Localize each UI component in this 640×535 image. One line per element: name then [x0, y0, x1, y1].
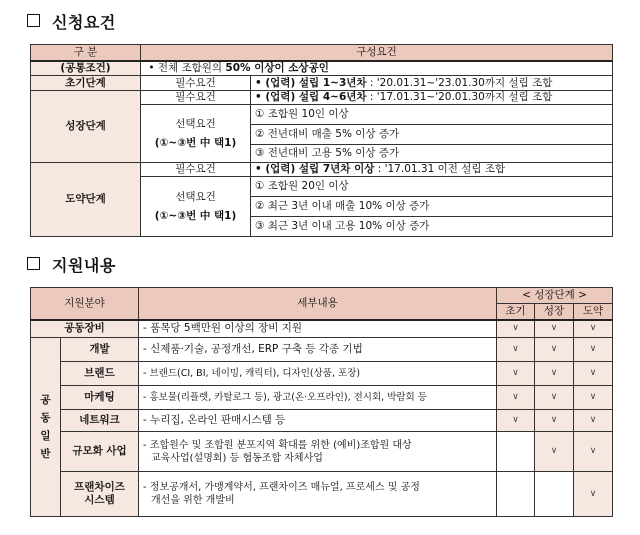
check-mark: ∨: [574, 386, 613, 410]
growth-optional-title: 선택요건: [175, 117, 216, 130]
row-detail-scale: [139, 432, 497, 472]
equipment-label: 공동장비: [31, 320, 139, 338]
header-field: 지원분야: [31, 288, 139, 320]
growth-item-1: ① 조합원 10인 이상: [251, 105, 613, 125]
header-requirements: 구성요건: [141, 45, 613, 61]
leap-item-3: ③ 최근 3년 이내 고용 10% 이상 증가: [251, 217, 613, 237]
section-title-text: 신청요건: [52, 13, 116, 32]
row-label-franchise: [61, 472, 139, 517]
leap-required-text: [251, 163, 613, 177]
checkbox-square-icon: [27, 14, 40, 27]
check-mark: ∨: [574, 410, 613, 432]
header-detail: 세부내용: [139, 288, 497, 320]
check-mark: ∨: [574, 472, 613, 517]
row-label-network: 네트워크: [61, 410, 139, 432]
row-detail-scale-line2: 교육사업(설명회) 등 협동조합 자체사업: [151, 452, 323, 464]
early-required-text: [251, 76, 613, 91]
growth-bold: • (업력) 설립 4~6년차: [255, 91, 367, 103]
growth-item-3: ③ 전년대비 고용 5% 이상 증가: [251, 145, 613, 163]
row-label-franchise-line2: 시스템: [84, 494, 115, 506]
check-mark: ∨: [535, 362, 574, 386]
row-detail-marketing: - 홍보물(리플렛, 카탈로그 등), 광고(온·오프라인), 전시회, 박람회 등: [139, 386, 497, 410]
growth-required-label: 필수요건: [141, 91, 251, 105]
section-title-support: [27, 253, 116, 276]
section-title-requirements: [27, 10, 116, 33]
header-leap: 도약: [574, 304, 613, 320]
check-mark: ∨: [535, 338, 574, 362]
leap-optional-title: 선택요건: [175, 190, 216, 203]
row-detail-franchise: [139, 472, 497, 517]
row-detail-franchise-line1: - 정보공개서, 가맹계약서, 프랜차이즈 매뉴얼, 프로세스 및 공정: [143, 482, 420, 493]
row-detail-development: - 신제품·기술, 공정개선, ERP 구축 등 각종 기법: [139, 338, 497, 362]
check-mark: ∨: [574, 320, 613, 338]
row-detail-scale-line1: - 조합원수 및 조합원 분포지역 확대를 위한 (예비)조합원 대상: [143, 439, 412, 451]
vertical-char: 동: [40, 412, 51, 424]
early-stage-label: 초기단계: [31, 76, 141, 91]
vertical-char: 일: [40, 430, 51, 442]
empty-cell: [497, 432, 535, 472]
header-category: 구 분: [31, 45, 141, 61]
check-mark: ∨: [535, 386, 574, 410]
row-label-scale: 규모화 사업: [61, 432, 139, 472]
requirements-table: [30, 44, 613, 237]
growth-optional-label: [141, 105, 251, 163]
vertical-char: 반: [40, 448, 51, 460]
growth-rest: : '17.01.31~'20.01.30까지 설립 조합: [366, 91, 553, 103]
early-rest: : '20.01.31~'23.01.30까지 설립 조합: [366, 76, 553, 89]
check-mark: ∨: [535, 320, 574, 338]
empty-cell: [497, 472, 535, 517]
row-label-development: 개발: [61, 338, 139, 362]
growth-required-text: [251, 91, 613, 105]
common-text-bold: 50% 이상이 소상공인: [225, 61, 329, 74]
row-label-franchise-line1: 프랜차이즈: [74, 481, 125, 493]
leap-stage-label: 도약단계: [31, 163, 141, 237]
common-text-pre: • 전체 조합원의: [148, 61, 226, 74]
leap-item-1: ① 조합원 20인 이상: [251, 177, 613, 197]
empty-cell: [535, 472, 574, 517]
vertical-char: 공: [40, 394, 51, 406]
equipment-detail: - 품목당 5백만원 이상의 장비 지원: [139, 320, 497, 338]
common-label: (공통조건): [31, 61, 141, 76]
growth-optional-note: (①~③번 中 택1): [154, 136, 237, 149]
check-mark: ∨: [574, 432, 613, 472]
leap-bold: • (업력) 설립 7년차 이상: [255, 163, 375, 175]
row-detail-network: - 누리집, 온라인 판매시스템 등: [139, 410, 497, 432]
check-mark: ∨: [574, 338, 613, 362]
leap-item-2: ② 최근 3년 이내 매출 10% 이상 증가: [251, 197, 613, 217]
check-mark: ∨: [535, 410, 574, 432]
check-mark: ∨: [497, 320, 535, 338]
row-label-brand: 브랜드: [61, 362, 139, 386]
header-growth: 성장: [535, 304, 574, 320]
leap-optional-label: [141, 177, 251, 237]
support-table: [30, 287, 613, 517]
check-mark: ∨: [497, 338, 535, 362]
leap-required-label: 필수요건: [141, 163, 251, 177]
leap-rest: : '17.01.31 이전 설립 조합: [374, 163, 506, 175]
section-title-text: 지원내용: [52, 256, 116, 275]
header-stage: < 성장단계 >: [497, 288, 613, 304]
common-text: [141, 61, 613, 76]
check-mark: ∨: [574, 362, 613, 386]
check-mark: ∨: [535, 432, 574, 472]
growth-stage-label: 성장단계: [31, 91, 141, 163]
growth-item-2: ② 전년대비 매출 5% 이상 증가: [251, 125, 613, 145]
leap-optional-note: (①~③번 中 택1): [154, 209, 237, 222]
common-general-label: [31, 338, 61, 517]
early-bold: • (업력) 설립 1~3년차: [255, 76, 367, 89]
check-mark: ∨: [497, 362, 535, 386]
row-detail-brand: - 브랜드(CI, BI, 네이밍, 캐릭터), 디자인(상품, 포장): [139, 362, 497, 386]
row-detail-franchise-line2: 개선을 위한 개발비: [151, 495, 235, 506]
check-mark: ∨: [497, 386, 535, 410]
row-label-marketing: 마케팅: [61, 386, 139, 410]
check-mark: ∨: [497, 410, 535, 432]
early-required-label: 필수요건: [141, 76, 251, 91]
checkbox-square-icon: [27, 257, 40, 270]
header-early: 초기: [497, 304, 535, 320]
